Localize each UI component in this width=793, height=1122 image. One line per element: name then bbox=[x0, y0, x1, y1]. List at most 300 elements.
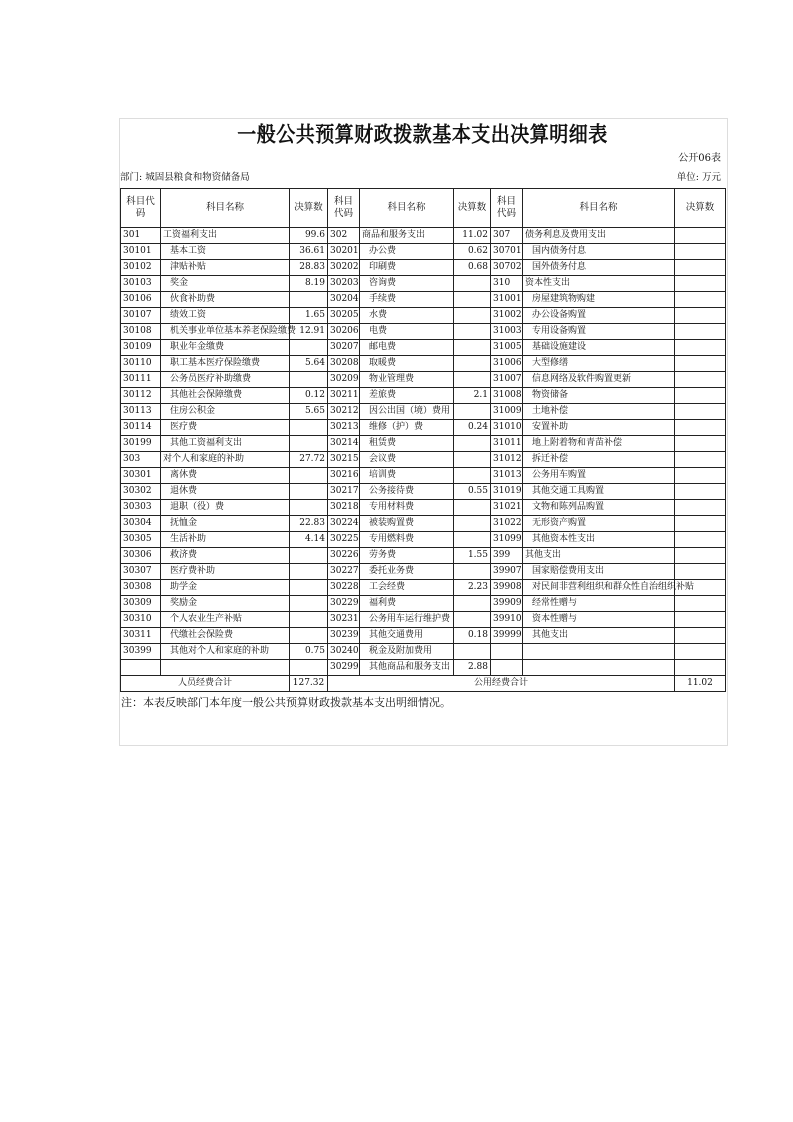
cell-amount-3 bbox=[675, 404, 726, 420]
cell-amount-2 bbox=[454, 340, 491, 356]
cell-code-3: 307 bbox=[491, 228, 523, 244]
cell-name-1: 其他工资福利支出 bbox=[161, 436, 290, 452]
cell-amount-1 bbox=[290, 420, 328, 436]
cell-name-1: 代缴社会保险费 bbox=[161, 628, 290, 644]
cell-code-3: 39910 bbox=[491, 612, 523, 628]
cell-amount-2 bbox=[454, 292, 491, 308]
table-row bbox=[121, 452, 726, 468]
cell-code-3 bbox=[491, 644, 523, 660]
table-body bbox=[121, 228, 726, 676]
cell-name-3: 债务利息及费用支出 bbox=[523, 228, 675, 244]
cell-name-1: 其他对个人和家庭的补助 bbox=[161, 644, 290, 660]
cell-code-2: 30209 bbox=[328, 372, 360, 388]
cell-code-1: 30308 bbox=[121, 580, 161, 596]
cell-amount-1 bbox=[290, 660, 328, 676]
cell-name-1: 医疗费 bbox=[161, 420, 290, 436]
cell-name-3: 资本性支出 bbox=[523, 276, 675, 292]
cell-amount-2: 0.62 bbox=[454, 244, 491, 260]
cell-amount-2 bbox=[454, 468, 491, 484]
cell-name-3: 对民间非营利组织和群众性自治组织补贴 bbox=[523, 580, 675, 596]
cell-name-3: 文物和陈列品购置 bbox=[523, 500, 675, 516]
cell-code-3: 39907 bbox=[491, 564, 523, 580]
cell-name-2: 公务接待费 bbox=[360, 484, 454, 500]
cell-amount-1: 12.91 bbox=[290, 324, 328, 340]
cell-code-2: 30213 bbox=[328, 420, 360, 436]
footnote: 注：本表反映部门本年度一般公共预算财政拨款基本支出明细情况。 bbox=[121, 696, 451, 709]
cell-code-3: 31013 bbox=[491, 468, 523, 484]
cell-code-3: 31007 bbox=[491, 372, 523, 388]
table-row bbox=[121, 580, 726, 596]
cell-name-2: 差旅费 bbox=[360, 388, 454, 404]
cell-code-1: 30101 bbox=[121, 244, 161, 260]
cell-amount-2 bbox=[454, 532, 491, 548]
header-amount-3: 决算数 bbox=[675, 189, 726, 228]
cell-name-1: 机关事业单位基本养老保险缴费 bbox=[161, 324, 290, 340]
cell-name-1: 工资福利支出 bbox=[161, 228, 290, 244]
table-row bbox=[121, 308, 726, 324]
cell-name-1: 津贴补贴 bbox=[161, 260, 290, 276]
table-row bbox=[121, 484, 726, 500]
cell-name-3: 安置补助 bbox=[523, 420, 675, 436]
cell-amount-1 bbox=[290, 340, 328, 356]
cell-code-3: 31003 bbox=[491, 324, 523, 340]
cell-amount-2 bbox=[454, 516, 491, 532]
cell-amount-1 bbox=[290, 468, 328, 484]
cell-name-3: 土地补偿 bbox=[523, 404, 675, 420]
header-code-2: 科目代码 bbox=[328, 189, 360, 228]
cell-name-2: 租赁费 bbox=[360, 436, 454, 452]
cell-amount-2: 0.68 bbox=[454, 260, 491, 276]
cell-name-2: 咨询费 bbox=[360, 276, 454, 292]
cell-amount-1: 5.64 bbox=[290, 356, 328, 372]
cell-amount-3 bbox=[675, 628, 726, 644]
cell-name-1 bbox=[161, 660, 290, 676]
cell-amount-1: 22.83 bbox=[290, 516, 328, 532]
cell-amount-3 bbox=[675, 228, 726, 244]
cell-code-2: 30227 bbox=[328, 564, 360, 580]
cell-code-2: 30214 bbox=[328, 436, 360, 452]
cell-amount-2 bbox=[454, 276, 491, 292]
cell-name-3: 经常性赠与 bbox=[523, 596, 675, 612]
cell-code-2: 30218 bbox=[328, 500, 360, 516]
cell-code-3: 31008 bbox=[491, 388, 523, 404]
cell-amount-1: 4.14 bbox=[290, 532, 328, 548]
cell-code-3: 39999 bbox=[491, 628, 523, 644]
table-row bbox=[121, 356, 726, 372]
cell-code-3: 31002 bbox=[491, 308, 523, 324]
cell-amount-1: 0.75 bbox=[290, 644, 328, 660]
cell-code-3: 31010 bbox=[491, 420, 523, 436]
cell-amount-2: 0.55 bbox=[454, 484, 491, 500]
cell-code-1: 30107 bbox=[121, 308, 161, 324]
cell-name-2: 会议费 bbox=[360, 452, 454, 468]
cell-amount-3 bbox=[675, 356, 726, 372]
public-total-label: 公用经费合计 bbox=[328, 676, 675, 692]
cell-name-2: 税金及附加费用 bbox=[360, 644, 454, 660]
cell-code-3: 30702 bbox=[491, 260, 523, 276]
cell-amount-1: 27.72 bbox=[290, 452, 328, 468]
expenditure-table bbox=[120, 188, 726, 692]
cell-name-2: 取暖费 bbox=[360, 356, 454, 372]
cell-code-1: 30307 bbox=[121, 564, 161, 580]
cell-code-2: 30211 bbox=[328, 388, 360, 404]
cell-code-1: 30399 bbox=[121, 644, 161, 660]
cell-amount-1: 1.65 bbox=[290, 308, 328, 324]
cell-amount-2 bbox=[454, 612, 491, 628]
cell-name-2: 因公出国（境）费用 bbox=[360, 404, 454, 420]
cell-name-3: 其他资本性支出 bbox=[523, 532, 675, 548]
cell-name-1: 职工基本医疗保险缴费 bbox=[161, 356, 290, 372]
totals-row bbox=[121, 676, 726, 692]
header-name-2: 科目名称 bbox=[360, 189, 454, 228]
cell-code-2: 30229 bbox=[328, 596, 360, 612]
cell-code-3: 399 bbox=[491, 548, 523, 564]
cell-amount-1: 5.65 bbox=[290, 404, 328, 420]
public-total-value: 11.02 bbox=[675, 676, 726, 692]
cell-code-2: 30205 bbox=[328, 308, 360, 324]
cell-code-2: 30226 bbox=[328, 548, 360, 564]
cell-code-1: 30305 bbox=[121, 532, 161, 548]
table-row bbox=[121, 292, 726, 308]
table-row bbox=[121, 516, 726, 532]
table-row bbox=[121, 644, 726, 660]
cell-name-3: 其他支出 bbox=[523, 628, 675, 644]
cell-code-1 bbox=[121, 660, 161, 676]
table-row bbox=[121, 612, 726, 628]
cell-code-1: 30302 bbox=[121, 484, 161, 500]
cell-amount-3 bbox=[675, 596, 726, 612]
cell-code-2: 30202 bbox=[328, 260, 360, 276]
form-number: 公开06表 bbox=[678, 153, 721, 164]
header-amount-1: 决算数 bbox=[290, 189, 328, 228]
cell-amount-2 bbox=[454, 324, 491, 340]
cell-amount-3 bbox=[675, 388, 726, 404]
table-row bbox=[121, 324, 726, 340]
table-row bbox=[121, 244, 726, 260]
cell-code-3: 31011 bbox=[491, 436, 523, 452]
cell-name-3: 国内债务付息 bbox=[523, 244, 675, 260]
cell-amount-1 bbox=[290, 564, 328, 580]
cell-code-2: 30207 bbox=[328, 340, 360, 356]
table-row bbox=[121, 532, 726, 548]
cell-amount-3 bbox=[675, 644, 726, 660]
cell-amount-3 bbox=[675, 532, 726, 548]
cell-amount-2 bbox=[454, 436, 491, 452]
cell-name-3: 办公设备购置 bbox=[523, 308, 675, 324]
cell-name-1: 医疗费补助 bbox=[161, 564, 290, 580]
cell-amount-3 bbox=[675, 612, 726, 628]
cell-name-1: 抚恤金 bbox=[161, 516, 290, 532]
cell-amount-3 bbox=[675, 308, 726, 324]
cell-name-3: 大型修缮 bbox=[523, 356, 675, 372]
cell-name-3 bbox=[523, 644, 675, 660]
cell-code-1: 30311 bbox=[121, 628, 161, 644]
cell-code-2: 30217 bbox=[328, 484, 360, 500]
cell-amount-3 bbox=[675, 340, 726, 356]
table-row bbox=[121, 548, 726, 564]
cell-code-1: 30199 bbox=[121, 436, 161, 452]
cell-code-2: 30206 bbox=[328, 324, 360, 340]
cell-code-2: 30201 bbox=[328, 244, 360, 260]
cell-code-3: 310 bbox=[491, 276, 523, 292]
cell-amount-1 bbox=[290, 292, 328, 308]
cell-name-2: 电费 bbox=[360, 324, 454, 340]
cell-code-3: 39909 bbox=[491, 596, 523, 612]
cell-amount-3 bbox=[675, 436, 726, 452]
table-row bbox=[121, 372, 726, 388]
cell-code-1: 30111 bbox=[121, 372, 161, 388]
cell-code-3: 30701 bbox=[491, 244, 523, 260]
cell-name-3: 信息网络及软件购置更新 bbox=[523, 372, 675, 388]
cell-name-2: 商品和服务支出 bbox=[360, 228, 454, 244]
cell-amount-1 bbox=[290, 580, 328, 596]
table-row bbox=[121, 500, 726, 516]
cell-amount-2 bbox=[454, 564, 491, 580]
table-row bbox=[121, 660, 726, 676]
cell-amount-3 bbox=[675, 468, 726, 484]
cell-name-1: 住房公积金 bbox=[161, 404, 290, 420]
cell-name-1: 个人农业生产补贴 bbox=[161, 612, 290, 628]
cell-amount-2 bbox=[454, 356, 491, 372]
cell-amount-2: 2.1 bbox=[454, 388, 491, 404]
cell-name-1: 基本工资 bbox=[161, 244, 290, 260]
cell-code-2: 30299 bbox=[328, 660, 360, 676]
cell-amount-1 bbox=[290, 484, 328, 500]
cell-amount-1 bbox=[290, 372, 328, 388]
cell-name-3: 房屋建筑物购建 bbox=[523, 292, 675, 308]
cell-code-1: 30110 bbox=[121, 356, 161, 372]
cell-code-1: 30113 bbox=[121, 404, 161, 420]
cell-code-2: 30240 bbox=[328, 644, 360, 660]
cell-amount-3 bbox=[675, 548, 726, 564]
cell-name-3: 国家赔偿费用支出 bbox=[523, 564, 675, 580]
cell-name-3: 其他交通工具购置 bbox=[523, 484, 675, 500]
unit-label: 单位: 万元 bbox=[676, 172, 721, 183]
cell-amount-3 bbox=[675, 372, 726, 388]
cell-amount-3 bbox=[675, 564, 726, 580]
cell-code-1: 30108 bbox=[121, 324, 161, 340]
cell-code-3: 31021 bbox=[491, 500, 523, 516]
table-row bbox=[121, 628, 726, 644]
cell-name-2: 福利费 bbox=[360, 596, 454, 612]
cell-code-3 bbox=[491, 660, 523, 676]
cell-name-2: 物业管理费 bbox=[360, 372, 454, 388]
cell-name-3: 地上附着物和青苗补偿 bbox=[523, 436, 675, 452]
cell-name-2: 邮电费 bbox=[360, 340, 454, 356]
cell-name-2: 水费 bbox=[360, 308, 454, 324]
cell-code-1: 303 bbox=[121, 452, 161, 468]
cell-amount-2: 2.88 bbox=[454, 660, 491, 676]
cell-name-1: 生活补助 bbox=[161, 532, 290, 548]
cell-name-1: 退休费 bbox=[161, 484, 290, 500]
cell-name-2: 印刷费 bbox=[360, 260, 454, 276]
cell-amount-3 bbox=[675, 660, 726, 676]
cell-amount-2: 11.02 bbox=[454, 228, 491, 244]
cell-code-1: 30112 bbox=[121, 388, 161, 404]
cell-code-1: 30301 bbox=[121, 468, 161, 484]
cell-code-3: 31012 bbox=[491, 452, 523, 468]
cell-amount-2 bbox=[454, 404, 491, 420]
table-row bbox=[121, 436, 726, 452]
cell-amount-3 bbox=[675, 292, 726, 308]
cell-amount-3 bbox=[675, 420, 726, 436]
cell-name-3: 物资储备 bbox=[523, 388, 675, 404]
cell-code-2: 302 bbox=[328, 228, 360, 244]
cell-code-2: 30204 bbox=[328, 292, 360, 308]
cell-code-1: 30303 bbox=[121, 500, 161, 516]
cell-amount-2 bbox=[454, 644, 491, 660]
cell-name-2: 公务用车运行维护费 bbox=[360, 612, 454, 628]
cell-code-1: 30103 bbox=[121, 276, 161, 292]
cell-amount-1 bbox=[290, 436, 328, 452]
cell-name-2: 工会经费 bbox=[360, 580, 454, 596]
table-row bbox=[121, 388, 726, 404]
header-row bbox=[121, 189, 726, 228]
cell-code-2: 30228 bbox=[328, 580, 360, 596]
cell-name-2: 手续费 bbox=[360, 292, 454, 308]
cell-name-1: 职业年金缴费 bbox=[161, 340, 290, 356]
cell-amount-2 bbox=[454, 500, 491, 516]
cell-name-2: 专用材料费 bbox=[360, 500, 454, 516]
cell-name-1: 其他社会保障缴费 bbox=[161, 388, 290, 404]
cell-name-2: 劳务费 bbox=[360, 548, 454, 564]
cell-code-1: 30309 bbox=[121, 596, 161, 612]
cell-name-1: 公务员医疗补助缴费 bbox=[161, 372, 290, 388]
cell-code-2: 30216 bbox=[328, 468, 360, 484]
cell-amount-1: 28.83 bbox=[290, 260, 328, 276]
cell-amount-1 bbox=[290, 500, 328, 516]
cell-amount-2: 0.18 bbox=[454, 628, 491, 644]
cell-amount-1: 36.61 bbox=[290, 244, 328, 260]
cell-name-1: 绩效工资 bbox=[161, 308, 290, 324]
report-sheet bbox=[120, 120, 725, 714]
table-row bbox=[121, 340, 726, 356]
report-title: 一般公共预算财政拨款基本支出决算明细表 bbox=[237, 122, 608, 148]
cell-name-1: 对个人和家庭的补助 bbox=[161, 452, 290, 468]
cell-name-2: 委托业务费 bbox=[360, 564, 454, 580]
cell-amount-2: 1.55 bbox=[454, 548, 491, 564]
cell-code-3: 31009 bbox=[491, 404, 523, 420]
cell-code-3: 31099 bbox=[491, 532, 523, 548]
cell-name-3: 公务用车购置 bbox=[523, 468, 675, 484]
cell-code-2: 30215 bbox=[328, 452, 360, 468]
cell-name-2: 维修（护）费 bbox=[360, 420, 454, 436]
cell-code-2: 30224 bbox=[328, 516, 360, 532]
meta-row bbox=[120, 168, 725, 188]
cell-amount-3 bbox=[675, 244, 726, 260]
cell-name-1: 离休费 bbox=[161, 468, 290, 484]
cell-name-3: 专用设备购置 bbox=[523, 324, 675, 340]
table-row bbox=[121, 404, 726, 420]
cell-amount-1 bbox=[290, 612, 328, 628]
cell-name-3 bbox=[523, 660, 675, 676]
cell-name-3: 基础设施建设 bbox=[523, 340, 675, 356]
cell-amount-3 bbox=[675, 452, 726, 468]
personnel-total-value: 127.32 bbox=[290, 676, 328, 692]
cell-amount-2 bbox=[454, 596, 491, 612]
cell-name-3: 其他支出 bbox=[523, 548, 675, 564]
cell-amount-1 bbox=[290, 628, 328, 644]
cell-code-2: 30203 bbox=[328, 276, 360, 292]
cell-name-2: 被装购置费 bbox=[360, 516, 454, 532]
cell-code-2: 30239 bbox=[328, 628, 360, 644]
cell-amount-1: 99.6 bbox=[290, 228, 328, 244]
cell-amount-3 bbox=[675, 484, 726, 500]
cell-amount-2: 0.24 bbox=[454, 420, 491, 436]
cell-name-2: 办公费 bbox=[360, 244, 454, 260]
header-code-3: 科目代码 bbox=[491, 189, 523, 228]
cell-name-3: 资本性赠与 bbox=[523, 612, 675, 628]
cell-amount-3 bbox=[675, 276, 726, 292]
table-row bbox=[121, 276, 726, 292]
cell-amount-2 bbox=[454, 372, 491, 388]
cell-amount-2 bbox=[454, 452, 491, 468]
cell-code-1: 30106 bbox=[121, 292, 161, 308]
cell-name-2: 专用燃料费 bbox=[360, 532, 454, 548]
cell-code-1: 30109 bbox=[121, 340, 161, 356]
cell-code-1: 30114 bbox=[121, 420, 161, 436]
cell-amount-2: 2.23 bbox=[454, 580, 491, 596]
cell-name-1: 救济费 bbox=[161, 548, 290, 564]
cell-name-3: 国外债务付息 bbox=[523, 260, 675, 276]
cell-name-2: 培训费 bbox=[360, 468, 454, 484]
cell-amount-1: 8.19 bbox=[290, 276, 328, 292]
cell-code-1: 30102 bbox=[121, 260, 161, 276]
cell-code-2: 30231 bbox=[328, 612, 360, 628]
header-name-3: 科目名称 bbox=[523, 189, 675, 228]
cell-code-3: 31022 bbox=[491, 516, 523, 532]
cell-name-3: 拆迁补偿 bbox=[523, 452, 675, 468]
cell-code-2: 30225 bbox=[328, 532, 360, 548]
cell-name-2: 其他商品和服务支出 bbox=[360, 660, 454, 676]
cell-amount-1: 0.12 bbox=[290, 388, 328, 404]
personnel-total-label: 人员经费合计 bbox=[121, 676, 290, 692]
table-row bbox=[121, 260, 726, 276]
cell-code-3: 39908 bbox=[491, 580, 523, 596]
cell-amount-2 bbox=[454, 308, 491, 324]
cell-amount-3 bbox=[675, 324, 726, 340]
cell-name-2: 其他交通费用 bbox=[360, 628, 454, 644]
table-row bbox=[121, 420, 726, 436]
cell-code-1: 30310 bbox=[121, 612, 161, 628]
cell-amount-1 bbox=[290, 596, 328, 612]
cell-name-1: 助学金 bbox=[161, 580, 290, 596]
cell-code-2: 30208 bbox=[328, 356, 360, 372]
cell-code-3: 31019 bbox=[491, 484, 523, 500]
cell-code-3: 31001 bbox=[491, 292, 523, 308]
cell-amount-1 bbox=[290, 548, 328, 564]
header-code-1: 科目代码 bbox=[121, 189, 161, 228]
cell-amount-3 bbox=[675, 516, 726, 532]
header-name-1: 科目名称 bbox=[161, 189, 290, 228]
cell-code-1: 30304 bbox=[121, 516, 161, 532]
cell-name-1: 奖金 bbox=[161, 276, 290, 292]
table-row bbox=[121, 468, 726, 484]
cell-code-2: 30212 bbox=[328, 404, 360, 420]
cell-code-1: 301 bbox=[121, 228, 161, 244]
table-row bbox=[121, 596, 726, 612]
cell-name-1: 退职（役）费 bbox=[161, 500, 290, 516]
department-label: 部门: 城固县粮食和物资储备局 bbox=[120, 172, 250, 183]
header-amount-2: 决算数 bbox=[454, 189, 491, 228]
cell-name-3: 无形资产购置 bbox=[523, 516, 675, 532]
table-row bbox=[121, 228, 726, 244]
cell-code-3: 31005 bbox=[491, 340, 523, 356]
cell-name-1: 奖励金 bbox=[161, 596, 290, 612]
cell-amount-3 bbox=[675, 500, 726, 516]
cell-name-1: 伙食补助费 bbox=[161, 292, 290, 308]
cell-code-1: 30306 bbox=[121, 548, 161, 564]
